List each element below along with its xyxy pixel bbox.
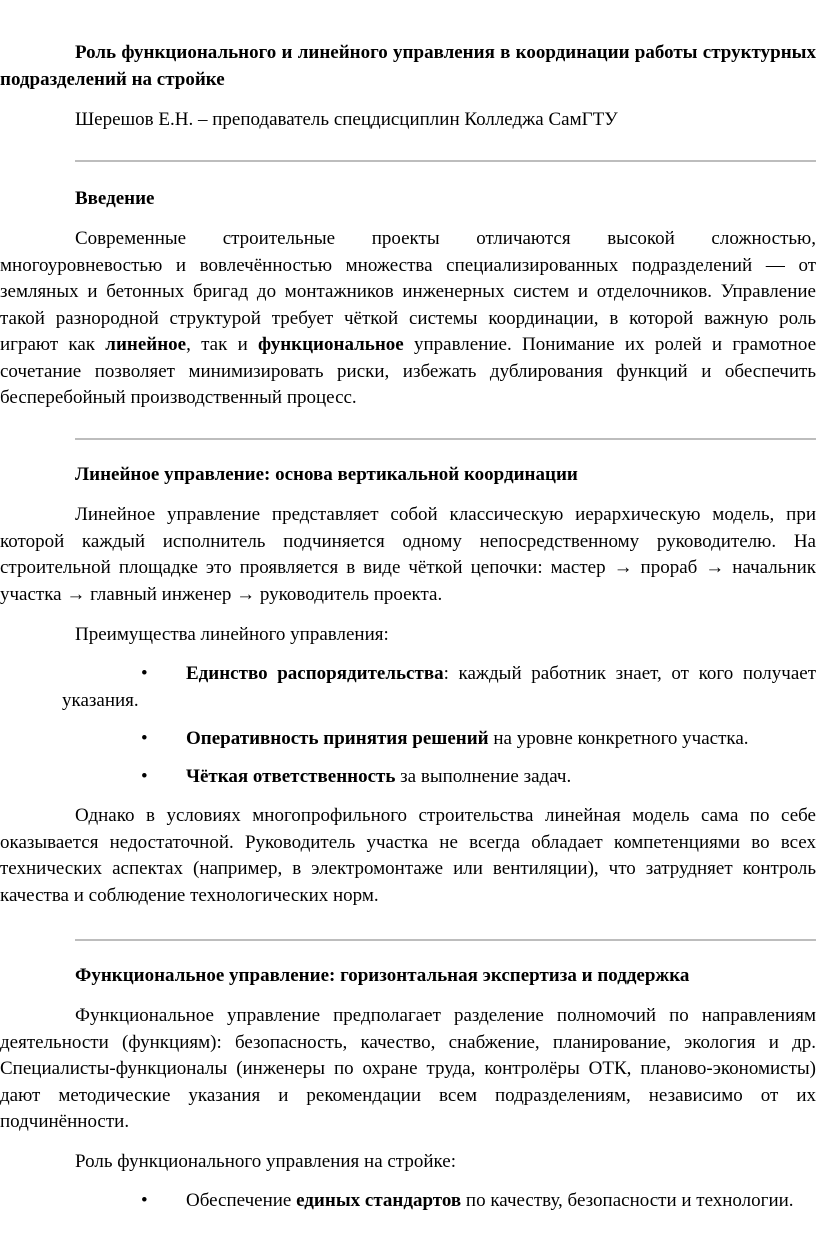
author-line: [0, 107, 816, 134]
intro-text-d: управление. Понимание их ролей и грамотное сочетание позволяет минимизировать риски, избежать дублирования функций и обеспечить бесперебойный производственный процесс.: [0, 334, 816, 408]
divider-2: [75, 438, 816, 440]
list-item-bold: Единство распорядительства: [186, 663, 444, 684]
list-item-text: : каждый работник знает, от кого получает указания.: [62, 663, 816, 711]
bullet-icon: •: [141, 728, 148, 749]
linear-p1-text: Линейное управление представляет собой классическую иерархическую модель, при которой каждый исполнитель подчиняется одному непосредственному руководителю. На строительной площадке это проявляется в виде чёткой цепочки: мастер → прораб → начальник участка → главный инженер → руководитель проекта.: [0, 504, 816, 605]
title-text: Роль функционального и линейного управления в координации работы структурных подразделений на стройке: [0, 42, 816, 90]
functional-paragraph-1: [0, 1003, 816, 1136]
func-item-bold: единых стандартов: [296, 1190, 462, 1211]
intro-text-a: Современные строительные проекты отличаются высокой сложностью, многоуровневостью и вовлечённостью множества специализированных подразделений — от земляных и бетонных бригад до монтажников инженерных систем и отделочников. Управление такой разнородной структурой требует чёткой системы координации, в которой важную роль играют как: [0, 228, 816, 355]
bullet-icon: •: [141, 663, 148, 684]
list-item: [0, 764, 816, 791]
linear-paragraph-1: [0, 502, 816, 608]
list-item-bold: Оперативность принятия решений: [186, 728, 489, 749]
intro-paragraph: [0, 226, 816, 412]
bullet-icon: •: [141, 766, 148, 787]
list-item: [0, 726, 816, 753]
role-label-text: Роль функционального управления на стройке:: [75, 1151, 456, 1172]
intro-bold-linear: линейное: [105, 334, 187, 355]
divider-1: [75, 160, 816, 162]
list-item-text: за выполнение задач.: [395, 766, 572, 787]
author-text: Шерешов Е.Н. – преподаватель спецдисциплин Колледжа СамГТУ: [75, 109, 618, 130]
functional-role-label: [0, 1149, 816, 1176]
list-item: [0, 1188, 816, 1215]
intro-bold-functional: функциональное: [258, 334, 404, 355]
document-title: [0, 40, 816, 93]
list-item-bold: Чёткая ответственность: [186, 766, 396, 787]
intro-text-c: , так и: [186, 334, 259, 355]
func-item-text-a: Обеспечение: [186, 1190, 297, 1211]
list-item: [0, 661, 816, 714]
divider-3: [75, 939, 816, 941]
linear-advantages-label: [0, 622, 816, 649]
intro-heading: Введение: [75, 188, 155, 209]
linear-paragraph-2: [0, 803, 816, 909]
advantages-label-text: Преимущества линейного управления:: [75, 624, 389, 645]
functional-p1-text: Функциональное управление предполагает разделение полномочий по направлениям деятельности (функциям): безопасность, качество, снабжение, планирование, экология и др. Специалисты-функционалы (инженеры по охране труда, контролёры ОТК, планово-экономисты) дают методические указания и рекомендации всем подразделениям, независимо от их подчинённости.: [0, 1005, 816, 1132]
linear-heading: Линейное управление: основа вертикальной координации: [75, 464, 578, 485]
linear-p2-text: Однако в условиях многопрофильного строительства линейная модель сама по себе оказывается недостаточной. Руководитель участка не всегда обладает компетенциями во всех технических аспектах (например, в электромонтаже или вентиляции), что затрудняет контроль качества и соблюдение технологических норм.: [0, 805, 816, 906]
bullet-icon: •: [141, 1190, 148, 1211]
functional-heading: Функциональное управление: горизонтальная экспертиза и поддержка: [75, 965, 690, 986]
list-item-text: на уровне конкретного участка.: [488, 728, 749, 749]
func-item-text-b: по качеству, безопасности и технологии.: [461, 1190, 794, 1211]
